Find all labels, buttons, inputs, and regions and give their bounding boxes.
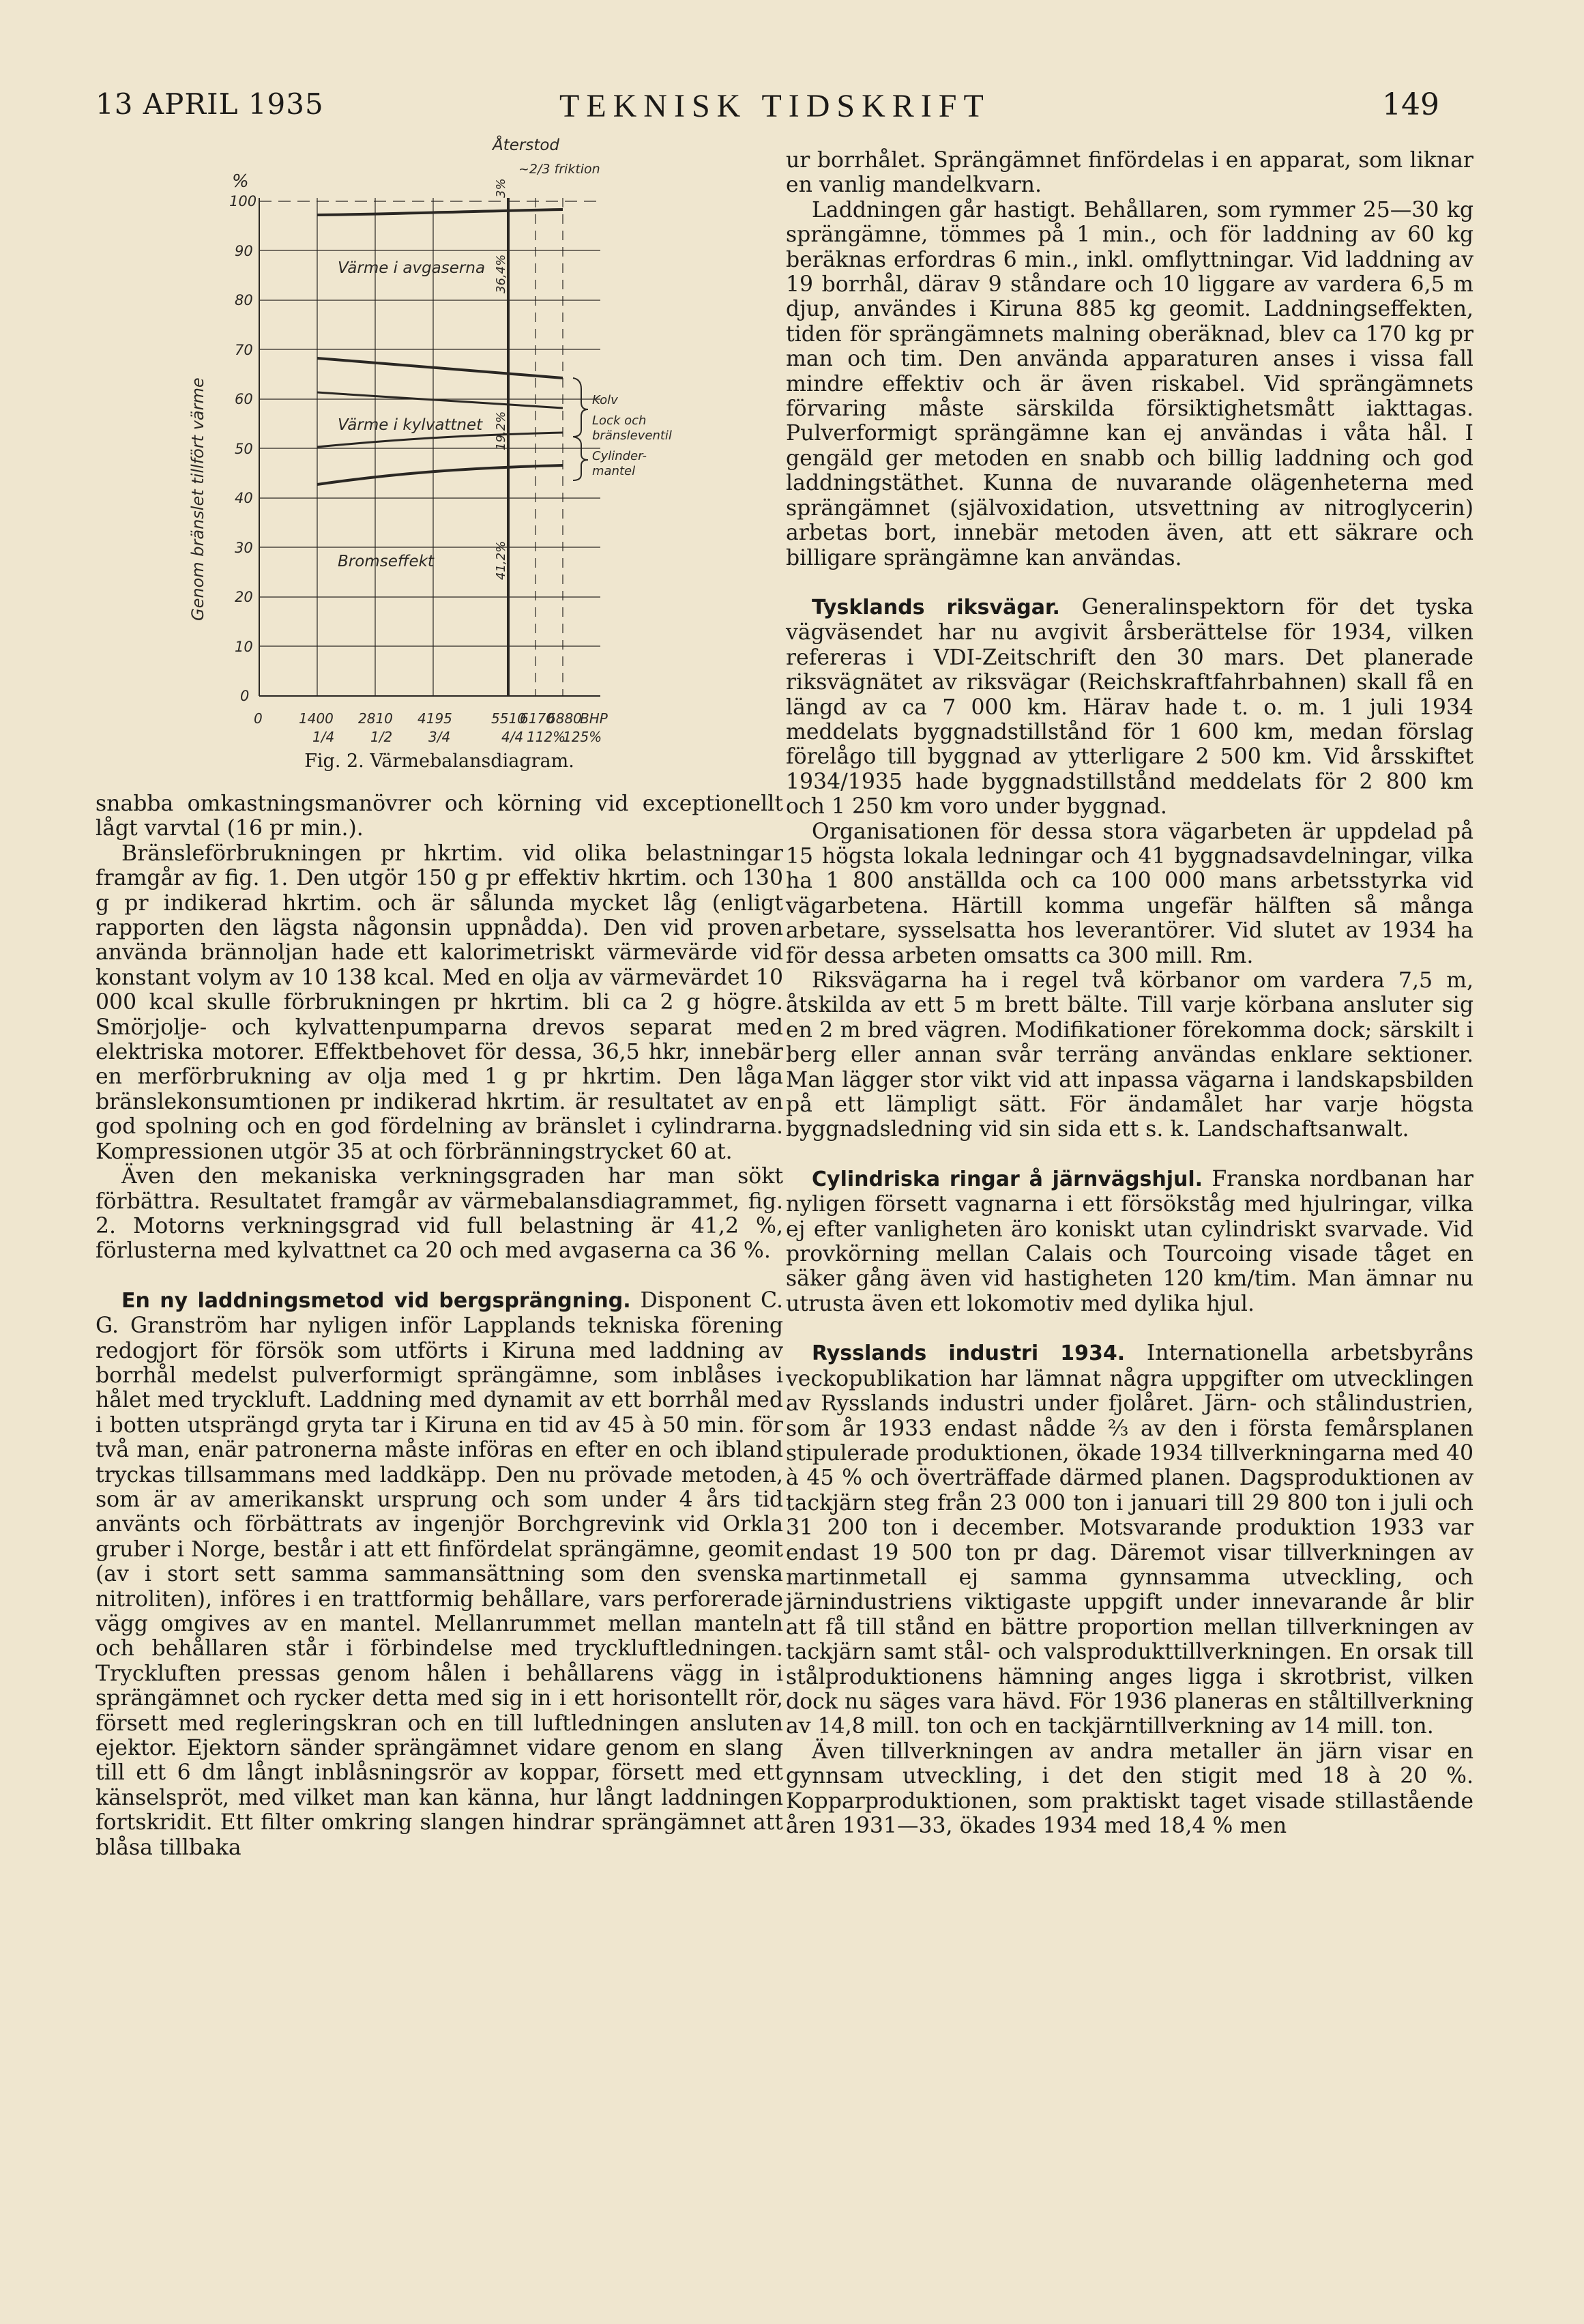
kolv-label: Kolv — [592, 393, 618, 407]
paragraph: Laddningen går hastigt. Behållaren, som rymmer 25—30 kg sprängämne, tömmes på 1 min., och för laddning av 60 kg beräknas erfordras 6 min., inkl. omflyttningar. Vid laddning av 19 borrhål, därav 9 ståndare och 10 liggare av vardera 6,5 m djup, användes i Kiruna 885 kg geomit. Laddningseffekten, tiden för sprängämnets malning oberäknad, blev ca 170 kg pr man och tim. Den använda apparaturen anses i vissa fall mindre effektiv och är även riskabel. Vid sprängämnets förvaring måste särskilda försiktighetsmått iakttagas. Pulverformigt sprängämne kan ej användas i våta hål. I gengäld ger metoden en snabb och billig laddning och god laddningstäthet. Kunna de nuvarande olägenheterna med sprängämnet (självoxidation, utsvettning av nitroglycerin) arbetas bort, innebär metoden även, att ett säkrare och billigare sprängämne kan användas. — [786, 197, 1473, 570]
lock-label: Lock och — [592, 413, 647, 428]
y-tick: 80 — [235, 292, 253, 308]
x-tick: 6880 — [547, 710, 582, 727]
y-tick: 20 — [235, 589, 253, 605]
friktion-label: ~2/3 friktion — [518, 162, 600, 177]
article-heading: Rysslands industri 1934. — [812, 1341, 1126, 1366]
y-tick: 30 — [235, 540, 253, 556]
y-tick: 10 — [235, 639, 253, 655]
load-tick: 1/2 — [370, 729, 393, 744]
journal-title: TEKNISK TIDSKRIFT — [559, 88, 991, 124]
x-tick: 2810 — [358, 710, 393, 727]
article-heading: En ny laddningsmetod vid bergsprängning. — [121, 1288, 631, 1313]
paragraph: snabba omkastningsmanövrer och körning vid exceptionellt lågt varvtal (16 pr min.). — [96, 791, 783, 841]
paragraph: Även den mekaniska verkningsgraden har man sökt förbättra. Resultatet framgår av värmebalansdiagrammet, fig. 2. Motorns verkningsgrad vid full belastning är 41,2 %, förlusterna med kylvattnet ca 20 och med avgaserna ca 36 %. — [96, 1164, 783, 1264]
y-tick: 100 — [229, 193, 257, 209]
ventil-label: bränsleventil — [592, 429, 672, 443]
p36-label: 36,4% — [494, 254, 508, 293]
diagram-svg — [164, 130, 764, 744]
article-riksvagar — [786, 595, 1473, 819]
left-column — [96, 791, 783, 1860]
load-tick: 125% — [563, 729, 602, 744]
article-heading: Cylindriska ringar å järnvägshjul. — [812, 1167, 1203, 1191]
article-laddningsmetod — [96, 1288, 783, 1860]
cylinder-label: Cylinder- — [592, 449, 647, 463]
p19-label: 19,2% — [494, 411, 508, 450]
paragraph: Bränsleförbrukningen pr hkrtim. vid olika belastningar framgår av fig. 1. Den utgör 150 g pr effektiv hkrtim. och 130 g pr indikerad hkrtim. och är sålunda mycket låg (enligt rapporten den lägsta någonsin uppnådda). Den vid proven använda brännoljan hade ett kalorimetriskt värmevärde vid konstant volym av 10 138 kcal. Med en olja av värmevärdet 10 000 kcal skulle förbrukningen pr hkrtim. bli ca 2 g högre. Smörjolje- och kylvattenpumparna drevos separat med elektriska motorer. Effektbehovet för dessa, 36,5 hkr, innebär en merförbrukning av olja med 1 g pr hkrtim. Den låga bränslekonsumtionen pr indikerad hkrtim. är resultatet av en god spolning och en god fördelning av bränslet i cylindrarna. Kompressionen utgör 35 at och förbränningstrycket 60 at. — [96, 841, 783, 1164]
y-tick: 60 — [235, 391, 253, 407]
x-tick: 4195 — [417, 710, 452, 727]
article-text: Generalinspektorn för det tyska vägväsendet har nu avgivit årsberättelse för 1934, vilken refereras i VDI-Zeitschrift den 30 mars. Det planerade riksvägnätet av riksvägar (Reichskraftfahrbahnen) skall få en längd av ca 7 000 km. Härav hade t. o. m. 1 juli 1934 meddelats byggnadstillstånd för 1 600 km, medan förslag förelågo till byggnad av ytterligare 2 500 km. Vid årsskiftet 1934/1935 hade byggnadstillstånd meddelats för 2 800 km och 1 250 km voro under byggnad. — [786, 594, 1473, 819]
paragraph: ur borrhålet. Sprängämnet finfördelas i en apparat, som liknar en vanlig mandelkvarn. — [786, 148, 1473, 198]
article-text: Internationella arbetsbyråns veckopublikation har lämnat några uppgifter om utvecklingen av Rysslands industri under fjolåret. Järn- och stålindustrien, som år 1933 endast nådde ⅔ av den i första femårsplanen stipulerade produktionen, ökade 1934 tillverkningarna med 40 à 45 % och överträffade därmed planen. Dagsproduktionen av tackjärn steg från 23 000 ton i januari till 29 800 ton i juli och 31 200 ton i december. Motsvarande produktion 1933 var endast 19 500 ton pr dag. Däremot visar tillverkningen av martinmetall ej samma gynnsamma utveckling, och järnindustriens viktigaste uppgift under innevarande år blir att få till stånd en bättre proportion mellan tillverkningen av tackjärn samt stål- och valsprodukttillverkningen. En orsak till stålproduktionens hämning anges ligga i skrotbrist, vilken dock nu säges vara hävd. För 1936 planeras en ståltillverkning av 14,8 mill. ton och en tackjärntillverkning av 14 mill. ton. — [786, 1341, 1473, 1739]
x-unit: BHP — [580, 710, 608, 727]
y-axis-label: Genom bränslet tillfört värme — [188, 377, 207, 621]
x-tick: 6170 — [520, 710, 555, 727]
paragraph: Riksvägarna ha i regel två körbanor om vardera 7,5 m, åtskilda av ett 5 m brett bälte. Till varje körbana ansluter sig en 2 m bred vägren. Modifikationer förekomma dock; särskilt i berg eller annan svår terräng användas enklare sektioner. Man lägger stor vikt vid att inpassa vägarna i landskapsbilden på ett lämpligt sätt. För ändamålet har varje högsta byggnadsledning vid sin sida ett s. k. Landschaftsanwalt. — [786, 968, 1473, 1142]
figure-caption: Fig. 2. Värmebalansdiagram. — [304, 751, 574, 772]
y-tick: 0 — [240, 688, 250, 704]
article-text: Disponent C. G. Granström har nyligen inför Lapplands tekniska förening redogjort för försök som utförts i Kiruna med laddning av borrhål medelst pulverformigt sprängämne, som inblåses i hålet med tryckluft. Laddning med dynamit av ett borrhål med i botten utsprängd gryta tar i Kiruna en tid av 45 à 50 min. för två man, enär patronerna måste införas en efter en och ibland tryckas tillsammans med laddkäpp. Den nu prövade metoden, som är av amerikanskt ursprung och som under 4 års tid använts och förbättrats av ingenjör Borchgrevink vid Orkla gruber i Norge, består i att ett finfördelat sprängämne, geomit (av i stort sett samma sammansättning som den svenska nitroliten), införes i en trattformig behållare, vars perforerade vägg omgives av en mantel. Mellanrummet mellan manteln och behållaren står i förbindelse med tryckluftledningen. Tryckluften pressas genom hålen i behållarens vägg in i sprängämnet och rycker detta med sig in i ett horisontellt rör, försett med regleringskran och en till luftledningen ansluten ejektor. Ejektorn sänder sprängämnet vidare genom en slang till ett 6 dm långt inblåsningsrör av koppar, försett med ett känselspröt, med vilket man kan känna, hur långt laddningen fortskridit. Ett filter omkring slangen hindrar sprängämnet att blåsa tillbaka — [96, 1288, 783, 1860]
kylvatten-label: Värme i kylvattnet — [338, 416, 483, 434]
y-tick: 40 — [235, 490, 253, 506]
y-tick: 90 — [235, 243, 253, 259]
article-heading: Tysklands riksvägar. — [812, 595, 1060, 620]
article-text: Franska nordbanan har nyligen försett vagnarna i ett försökståg med hjulringar, vilka ej efter vanligheten äro koniskt utan cylindriskt svarvade. Vid provkörning mellan Calais och Tourcoing visade tåget en säker gång även vid hastigheten 120 km/tim. Man ämnar nu utrusta även ett lokomotiv med dylika hjul. — [786, 1166, 1473, 1316]
load-tick: 3/4 — [428, 729, 451, 744]
p41-label: 41,2% — [494, 540, 508, 580]
avgaser-curve — [317, 358, 563, 378]
article-ryssland — [786, 1341, 1473, 1739]
page-header — [0, 87, 1584, 135]
kylvatten-curve — [317, 465, 563, 484]
paragraph: Organisationen för dessa stora vägarbeten är uppdelad på 15 högsta lokala ledningar och 41 byggnadsavdelningar, vilka ha 1 800 anställda och ca 100 000 mans arbetsstyrka vid vägarbetena. Härtill komma ungefär hälften så många arbetare, sysselsatta hos leverantörer. Vid slutet av 1934 ha för dessa arbeten omsatts ca 300 mill. Rm. — [786, 819, 1473, 968]
avgaser-label: Värme i avgaserna — [338, 259, 486, 277]
mantel-label: mantel — [592, 464, 636, 478]
x-tick: 0 — [254, 710, 263, 727]
load-tick: 1/4 — [312, 729, 335, 744]
load-tick: 4/4 — [501, 729, 524, 744]
x-tick: 5510 — [491, 710, 526, 727]
bromseffekt-label: Bromseffekt — [338, 553, 434, 570]
right-column — [786, 148, 1473, 1838]
article-jarnvagshjul — [786, 1167, 1473, 1316]
paragraph: Även tillverkningen av andra metaller än järn visar en gynnsam utveckling, i det den stigit med 18 à 20 %. Kopparproduktionen, som praktiskt taget visade stillastående åren 1931—33, ökades 1934 med 18,4 % men — [786, 1739, 1473, 1838]
p3-label: 3% — [494, 178, 508, 198]
page-number: 149 — [1382, 87, 1439, 122]
load-tick: 112% — [527, 729, 566, 744]
kolv-curve — [317, 392, 563, 408]
x-tick: 1400 — [299, 710, 334, 727]
y-tick: 50 — [235, 441, 253, 457]
heat-balance-diagram — [164, 130, 764, 744]
aterstod-label: Återstod — [493, 136, 560, 154]
aterstod-curve — [317, 209, 563, 215]
y-unit: % — [232, 171, 249, 192]
y-tick: 70 — [235, 342, 253, 358]
lock-curve — [317, 433, 563, 447]
header-date: 13 APRIL 1935 — [96, 87, 324, 121]
